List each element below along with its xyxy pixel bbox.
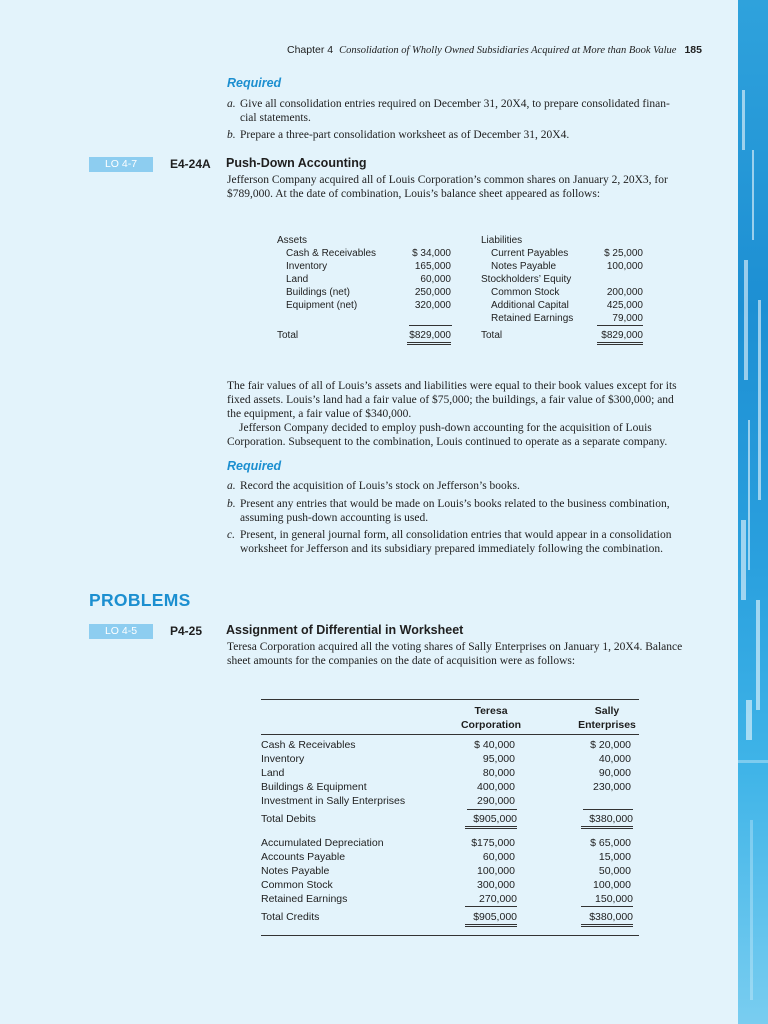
table-cell: 15,000 bbox=[598, 851, 631, 863]
table-cell: 230,000 bbox=[593, 781, 631, 793]
exercise-required-heading: Required bbox=[227, 459, 282, 473]
chapter-title: Consolidation of Wholly Owned Subsidiaries Acquired at More than Book Value bbox=[339, 45, 677, 56]
table-cell: 80,000 bbox=[482, 767, 515, 779]
exercise-number: E4-24A bbox=[170, 157, 211, 171]
table-cell: $ 40,000 bbox=[474, 739, 515, 751]
asset-label: Buildings (net) bbox=[286, 287, 350, 298]
liability-value: 425,000 bbox=[606, 300, 643, 311]
problem-intro: Teresa Corporation acquired all the voting shares of Sally Enterprises on January 1, 20X4. Balance sheet amounts for the companies on the date of acquisition were as follows: bbox=[227, 641, 683, 667]
table-cell: 95,000 bbox=[482, 753, 515, 765]
liability-label: Common Stock bbox=[491, 287, 560, 298]
total-credits-sally: $380,000 bbox=[581, 910, 633, 927]
exercise-body: The fair values of all of Louis’s assets and liabilities were equal to their book values except for its fixed assets. Louis’s land had a fair value of $75,000; the buildings, a fair value of $300,000; and the equipment, a fair value of $340,000. Jefferson Company decided to employ push-down accounting for the acquisition of Louis Corporation. Subsequent to the combination, Louis continued to operate as a separate company. bbox=[227, 380, 677, 448]
column-header-sally: Sally Enterprises bbox=[578, 705, 636, 731]
asset-value: 165,000 bbox=[414, 261, 451, 272]
table-row-label: Land bbox=[261, 767, 285, 779]
table-row-label: Retained Earnings bbox=[261, 893, 348, 905]
table-cell: 100,000 bbox=[477, 865, 515, 877]
problems-heading: PROBLEMS bbox=[89, 590, 191, 610]
required-heading: Required bbox=[227, 76, 282, 90]
liabilities-heading: Liabilities bbox=[481, 235, 523, 246]
chapter-label: Chapter 4 bbox=[287, 44, 334, 56]
total-debits-label: Total Debits bbox=[261, 813, 316, 825]
liabilities-total-label: Total bbox=[481, 330, 503, 341]
table-cell: $175,000 bbox=[471, 837, 515, 849]
table-cell: 300,000 bbox=[477, 879, 515, 891]
total-credits-label: Total Credits bbox=[261, 911, 320, 923]
table-cell: 50,000 bbox=[598, 865, 631, 877]
liability-value: $ 25,000 bbox=[604, 248, 643, 259]
assets-total-label: Total bbox=[277, 330, 299, 341]
asset-label: Cash & Receivables bbox=[286, 248, 377, 259]
table-row-label: Buildings & Equipment bbox=[261, 781, 367, 793]
asset-label: Equipment (net) bbox=[286, 300, 358, 311]
asset-value: 60,000 bbox=[420, 274, 451, 285]
liability-label: Current Payables bbox=[491, 248, 569, 259]
assets-heading: Assets bbox=[277, 235, 308, 246]
asset-value: 320,000 bbox=[414, 300, 451, 311]
asset-label: Inventory bbox=[286, 261, 328, 272]
table-row-label: Notes Payable bbox=[261, 865, 330, 877]
table-cell: 100,000 bbox=[593, 879, 631, 891]
table-cell: $ 20,000 bbox=[590, 739, 631, 751]
table-cell: $ 65,000 bbox=[590, 837, 631, 849]
column-header-teresa: Teresa Corporation bbox=[460, 705, 522, 731]
table-cell: 40,000 bbox=[598, 753, 631, 765]
liability-label: Retained Earnings bbox=[491, 313, 574, 324]
total-debits-teresa: $905,000 bbox=[465, 812, 517, 829]
required-item-b: b. Prepare a three-part consolidation worksheet as of December 31, 20X4. bbox=[227, 129, 570, 141]
problem-title: Assignment of Differential in Worksheet bbox=[226, 623, 464, 637]
decorative-side-strip bbox=[738, 0, 768, 1024]
exercise-title: Push-Down Accounting bbox=[226, 156, 367, 170]
table-row-label: Accounts Payable bbox=[261, 851, 346, 863]
table-cell: 150,000 bbox=[581, 892, 633, 907]
running-header bbox=[287, 44, 702, 56]
asset-value: $ 34,000 bbox=[412, 248, 451, 259]
table-cell: 290,000 bbox=[477, 795, 515, 807]
table-row-label: Inventory bbox=[261, 753, 305, 765]
exercise-required-item-a: a. Record the acquisition of Louis’s stock on Jefferson’s books. bbox=[227, 480, 520, 492]
exercise-required-item-b: b. Present any entries that would be made on Louis’s books related to the business combination, assuming push-down accounting is used. bbox=[227, 498, 670, 524]
louis-balance-sheet bbox=[277, 234, 643, 349]
page-number: 185 bbox=[684, 44, 702, 56]
asset-label: Land bbox=[286, 274, 309, 285]
total-debits-sally: $380,000 bbox=[581, 812, 633, 829]
balance-sheet-table bbox=[261, 699, 639, 939]
table-cell: 400,000 bbox=[477, 781, 515, 793]
table-row-label: Investment in Sally Enterprises bbox=[261, 795, 406, 807]
problem-number: P4-25 bbox=[170, 624, 203, 638]
liability-value: 79,000 bbox=[597, 312, 643, 326]
learning-objective-badge: LO 4-7 bbox=[89, 157, 153, 172]
liability-value: 100,000 bbox=[606, 261, 643, 272]
liability-label: Notes Payable bbox=[491, 261, 557, 272]
total-credits-teresa: $905,000 bbox=[465, 910, 517, 927]
liabilities-total: $829,000 bbox=[597, 329, 643, 345]
table-row-label: Accumulated Depreciation bbox=[261, 837, 384, 849]
learning-objective-badge: LO 4-5 bbox=[89, 624, 153, 639]
exercise-intro: Jefferson Company acquired all of Louis Corporation’s common shares on January 2, 20X3, for $789,000. At the date of combination, Louis’s balance sheet appeared as follows: bbox=[227, 174, 668, 200]
table-cell: 60,000 bbox=[482, 851, 515, 863]
table-row-label: Cash & Receivables bbox=[261, 739, 356, 751]
equity-heading: Stockholders’ Equity bbox=[481, 274, 572, 285]
liability-value: 200,000 bbox=[606, 287, 643, 298]
assets-total: $829,000 bbox=[407, 329, 451, 345]
table-row-label: Common Stock bbox=[261, 879, 333, 891]
liability-label: Additional Capital bbox=[491, 300, 569, 311]
asset-value: 250,000 bbox=[414, 287, 451, 298]
table-cell: 90,000 bbox=[598, 767, 631, 779]
table-cell: 270,000 bbox=[465, 892, 517, 907]
required-item-a: a. Give all consolidation entries required on December 31, 20X4, to prepare consolidated finan- cial statements. bbox=[227, 98, 670, 124]
exercise-required-item-c: c. Present, in general journal form, all consolidation entries that would appear in a consolidation worksheet for Jefferson and its subsidiary prepared immediately following the combination. bbox=[227, 529, 672, 555]
